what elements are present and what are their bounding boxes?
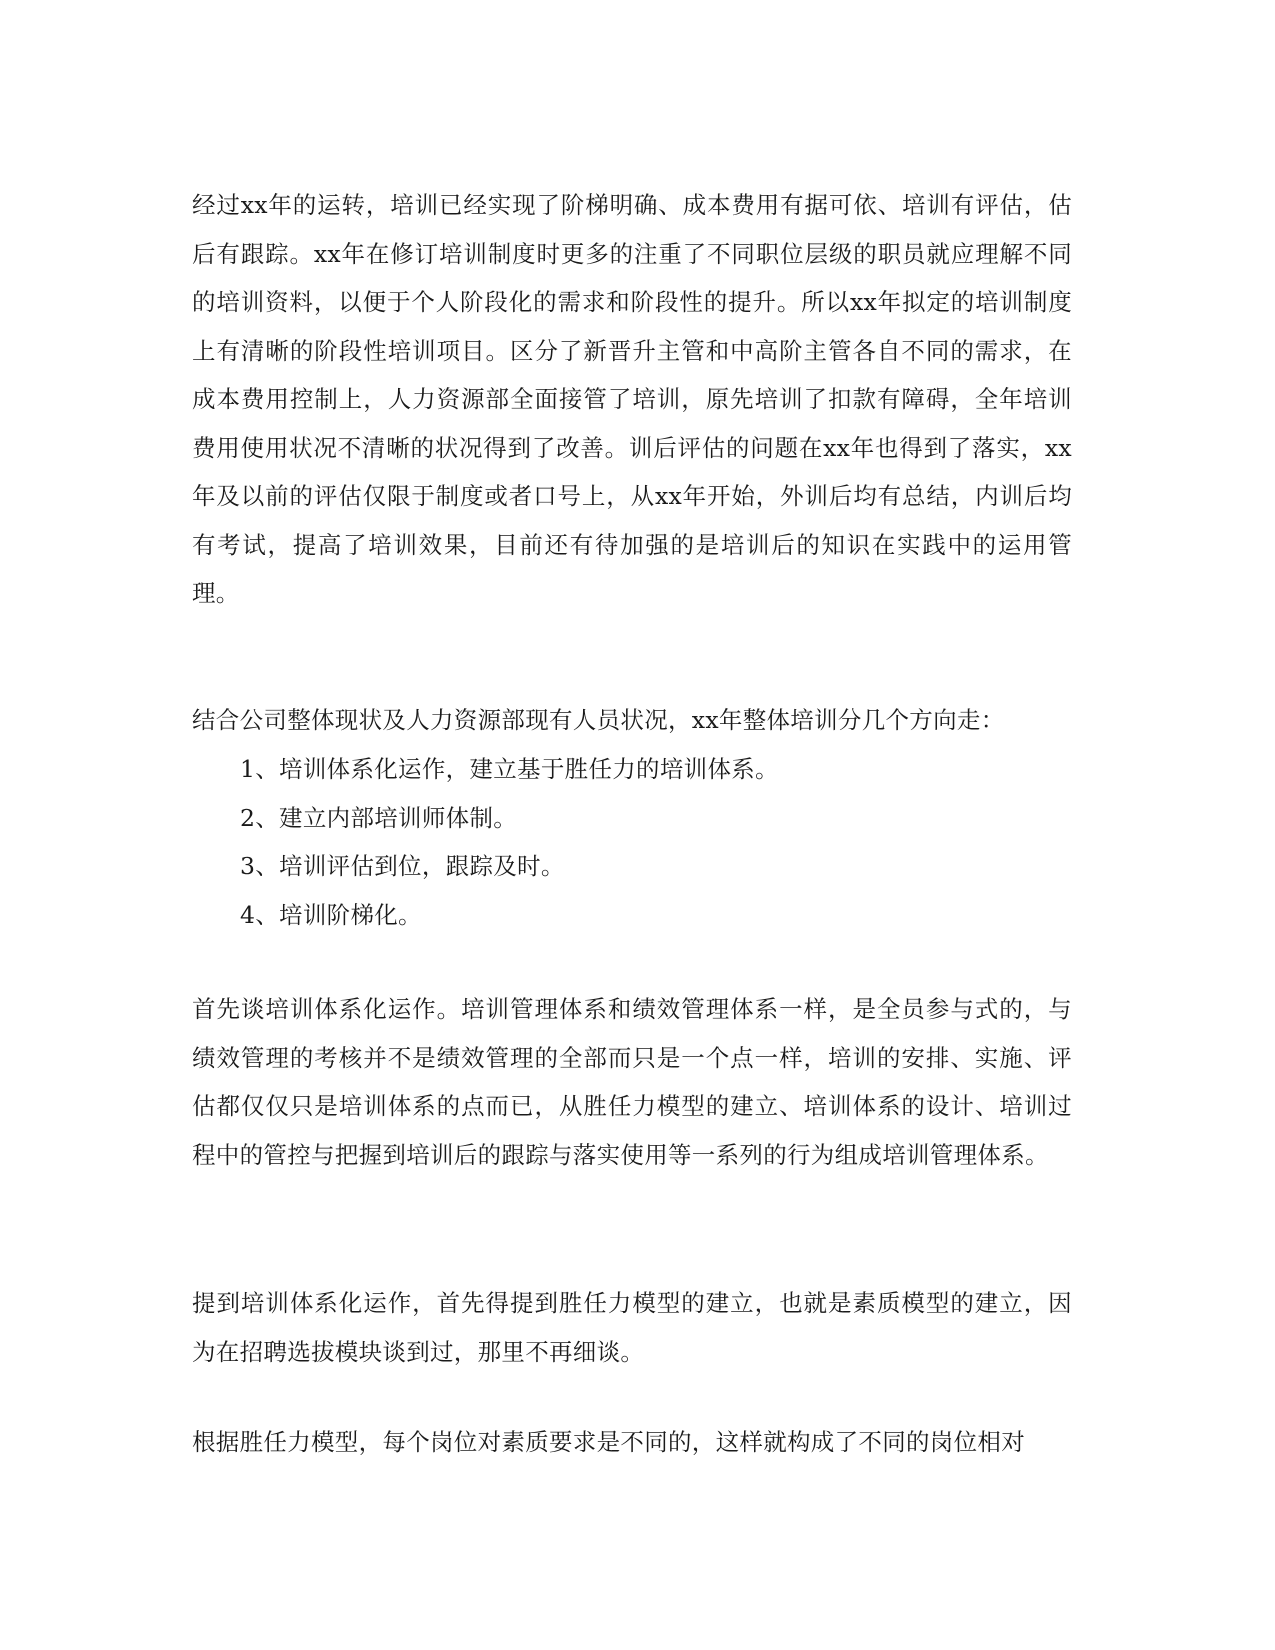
paragraph-training-review: 经过xx年的运转，培训已经实现了阶梯明确、成本费用有据可依、培训有评估，估后有跟踪。xx年在修订培训制度时更多的注重了不同职位层级的职员就应理解不同的培训资料，以便于个人阶段化的需求和阶段性的提升。所以xx年拟定的培训制度上有清晰的阶段性培训项目。区分了新晋升主管和中高阶主管各自不同的需求，在成本费用控制上，人力资源部全面接管了培训，原先培训了扣款有障碍，全年培训费用使用状况不清晰的状况得到了改善。训后评估的问题在xx年也得到了落实，xx年及以前的评估仅限于制度或者口号上，从xx年开始，外训后均有总结，内训后均有考试，提高了培训效果，目前还有待加强的是培训后的知识在实践中的运用管理。: [192, 191, 1072, 607]
list-item: 2、建立内部培训师体制。: [240, 803, 518, 832]
paragraph-system-operation: 首先谈培训体系化运作。培训管理体系和绩效管理体系一样，是全员参与式的，与绩效管理的考核并不是绩效管理的全部而只是一个点一样，培训的安排、实施、评估都仅仅只是培训体系的点而已，从胜任力模型的建立、培训体系的设计、培训过程中的管控与把握到培训后的跟踪与落实使用等一系列的行为组成培训管理体系。: [192, 995, 1072, 1169]
list-item: 1、培训体系化运作，建立基于胜任力的培训体系。: [240, 755, 779, 783]
paragraph-directions-intro: 结合公司整体现状及人力资源部现有人员状况，xx年整体培训分几个方向走：: [192, 706, 1005, 734]
list-item: 4、培训阶梯化。: [240, 900, 422, 929]
directions-list: [240, 745, 1060, 939]
paragraph-position-requirements: 根据胜任力模型，每个岗位对素质要求是不同的，这样就构成了不同的岗位相对: [192, 1428, 1025, 1456]
list-item: 3、培训评估到位，跟踪及时。: [240, 852, 565, 880]
paragraph-competency-model: 提到培训体系化运作，首先得提到胜任力模型的建立，也就是素质模型的建立，因为在招聘选拔模块谈到过，那里不再细谈。: [192, 1289, 1072, 1366]
